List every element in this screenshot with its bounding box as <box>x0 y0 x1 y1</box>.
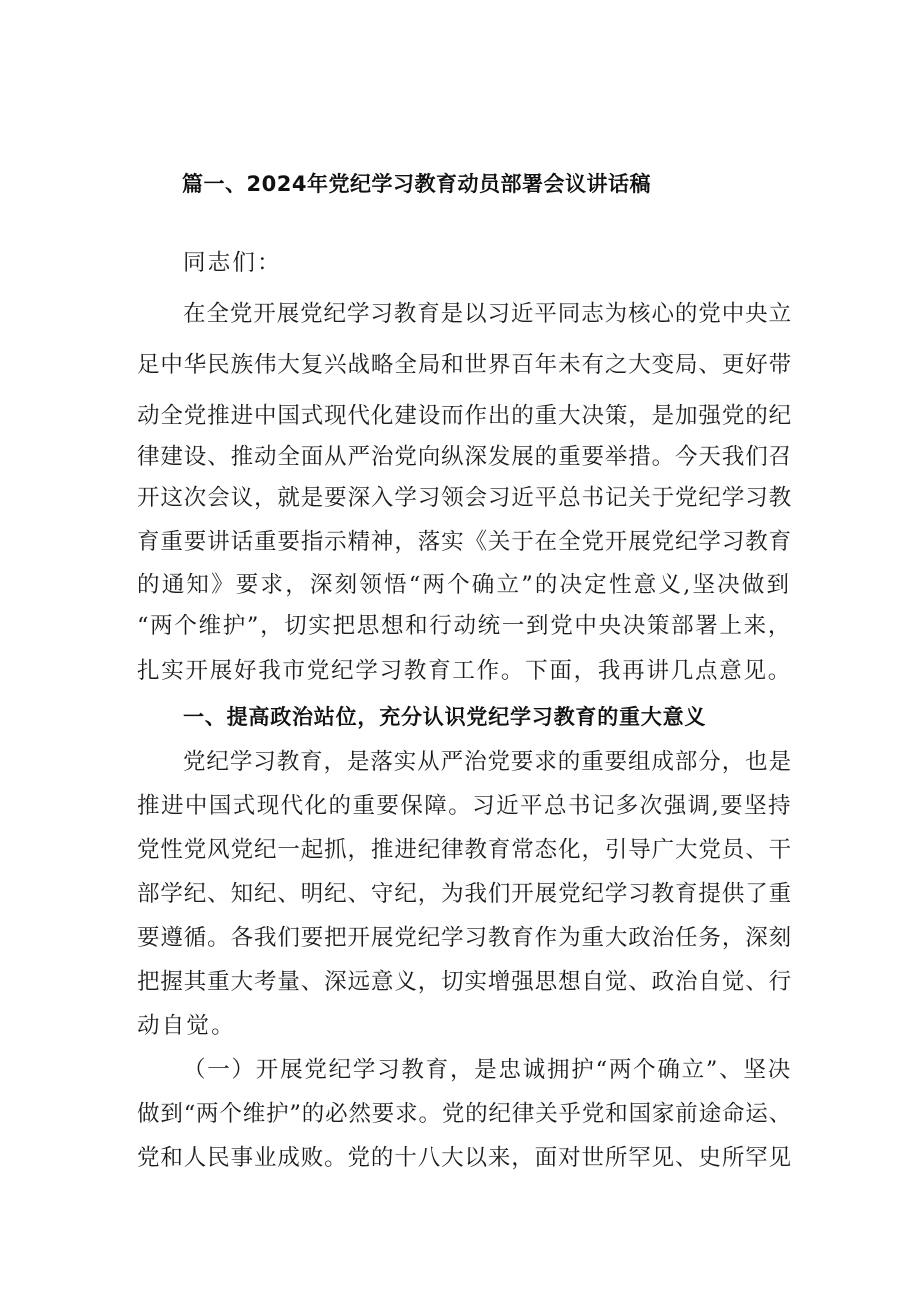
paragraph-1-line: 动全党推进中国式现代化建设而作出的重大决策，是加强党的纪 <box>137 403 792 429</box>
paragraph-2-line: 把握其重大考量、深远意义，切实增强思想自觉、政治自觉、行 <box>137 969 792 995</box>
paragraph-3-line: 做到“两个维护”的必然要求。党的纪律关乎党和国家前途命运、 <box>137 1101 792 1127</box>
paragraph-1-line: 足中华民族伟大复兴战略全局和世界百年未有之大变局、更好带 <box>137 352 792 378</box>
paragraph-1-line: 育重要讲话重要指示精神，落实《关于在全党开展党纪学习教育 <box>137 529 792 555</box>
paragraph-2-line: 推进中国式现代化的重要保障。习近平总书记多次强调,要坚持 <box>137 793 792 819</box>
paragraph-3-line: 党和人民事业成败。党的十八大以来，面对世所罕见、史所罕见 <box>137 1145 792 1171</box>
paragraph-2-line: 部学纪、知纪、明纪、守纪，为我们开展党纪学习教育提供了重 <box>137 881 792 907</box>
paragraph-1-line: 的通知》要求，深刻领悟“两个确立”的决定性意义,坚决做到 <box>137 572 792 598</box>
salutation: 同志们： <box>183 250 282 276</box>
paragraph-2-line: 党纪学习教育，是落实从严治党要求的重要组成部分，也是 <box>183 749 792 775</box>
paragraph-1-line: 律建设、推动全面从严治党向纵深发展的重要举措。今天我们召 <box>137 444 792 470</box>
document-title: 篇一、2024年党纪学习教育动员部署会议讲话稿 <box>182 172 651 196</box>
paragraph-1-line: “两个维护”，切实把思想和行动统一到党中央决策部署上来， <box>137 613 792 639</box>
paragraph-1-line: 开这次会议，就是要深入学习领会习近平总书记关于党纪学习教 <box>137 485 792 511</box>
section-1-heading: 一、提高政治站位，充分认识党纪学习教育的重大意义 <box>183 705 707 729</box>
paragraph-3-line: （一）开展党纪学习教育，是忠诚拥护“两个确立”、坚决 <box>183 1057 792 1083</box>
paragraph-2-line: 党性党风党纪一起抓，推进纪律教育常态化，引导广大党员、干 <box>137 837 792 863</box>
paragraph-2-line: 要遵循。各我们要把开展党纪学习教育作为重大政治任务，深刻 <box>137 925 792 951</box>
paragraph-1-line: 在全党开展党纪学习教育是以习近平同志为核心的党中央立 <box>183 301 792 327</box>
paragraph-1-line: 扎实开展好我市党纪学习教育工作。下面，我再讲几点意见。 <box>137 658 792 684</box>
paragraph-2-line: 动自觉。 <box>137 1013 236 1039</box>
